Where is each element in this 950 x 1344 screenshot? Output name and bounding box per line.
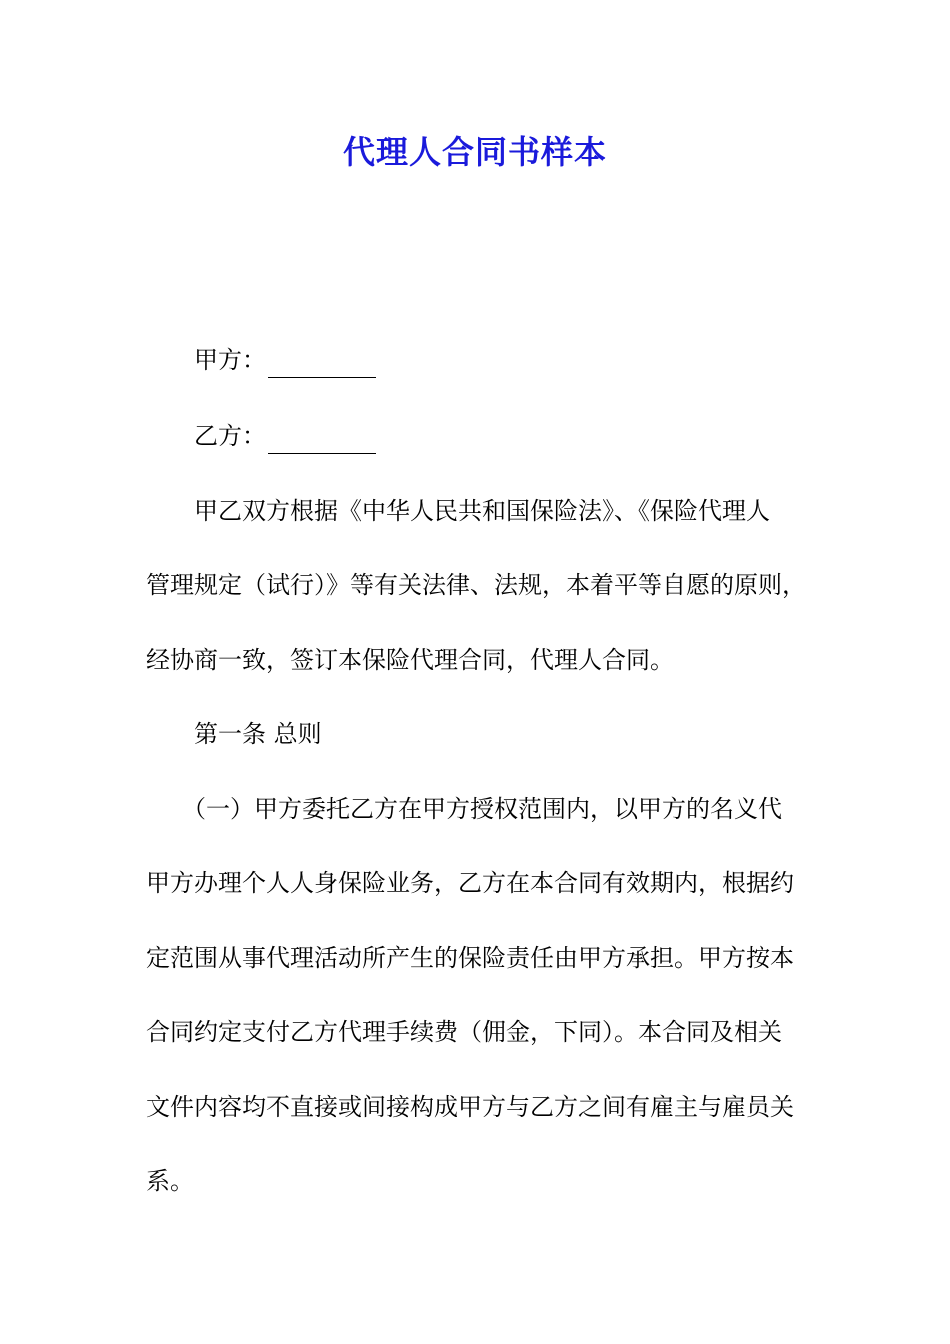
clause-line-2: 甲方办理个人人身保险业务，乙方在本合同有效期内，根据约: [146, 869, 794, 897]
article-heading: 第一条 总则: [194, 720, 322, 748]
clause-line-3: 定范围从事代理活动所产生的保险责任由甲方承担。甲方按本: [146, 944, 794, 972]
clause-line-1: （一）甲方委托乙方在甲方授权范围内，以甲方的名义代: [182, 795, 782, 823]
clause-line-5: 文件内容均不直接或间接构成甲方与乙方之间有雇主与雇员关: [146, 1093, 794, 1121]
intro-line-2: 管理规定（试行）》等有关法律、法规，本着平等自愿的原则，: [146, 571, 806, 599]
party-a-line: [194, 342, 376, 378]
intro-line-3: 经协商一致，签订本保险代理合同，代理人合同。: [146, 646, 674, 674]
party-b-line: [194, 418, 376, 454]
intro-line-1: 甲乙双方根据《中华人民共和国保险法》、《保险代理人: [194, 497, 770, 525]
party-a-label: 甲方：: [194, 346, 266, 374]
clause-line-6: 系。: [146, 1167, 194, 1195]
party-b-blank: [268, 429, 376, 454]
party-b-label: 乙方：: [194, 422, 266, 450]
party-a-blank: [268, 353, 376, 378]
clause-line-4: 合同约定支付乙方代理手续费（佣金，下同）。本合同及相关: [146, 1018, 782, 1046]
document-title: 代理人合同书样本: [342, 133, 607, 171]
